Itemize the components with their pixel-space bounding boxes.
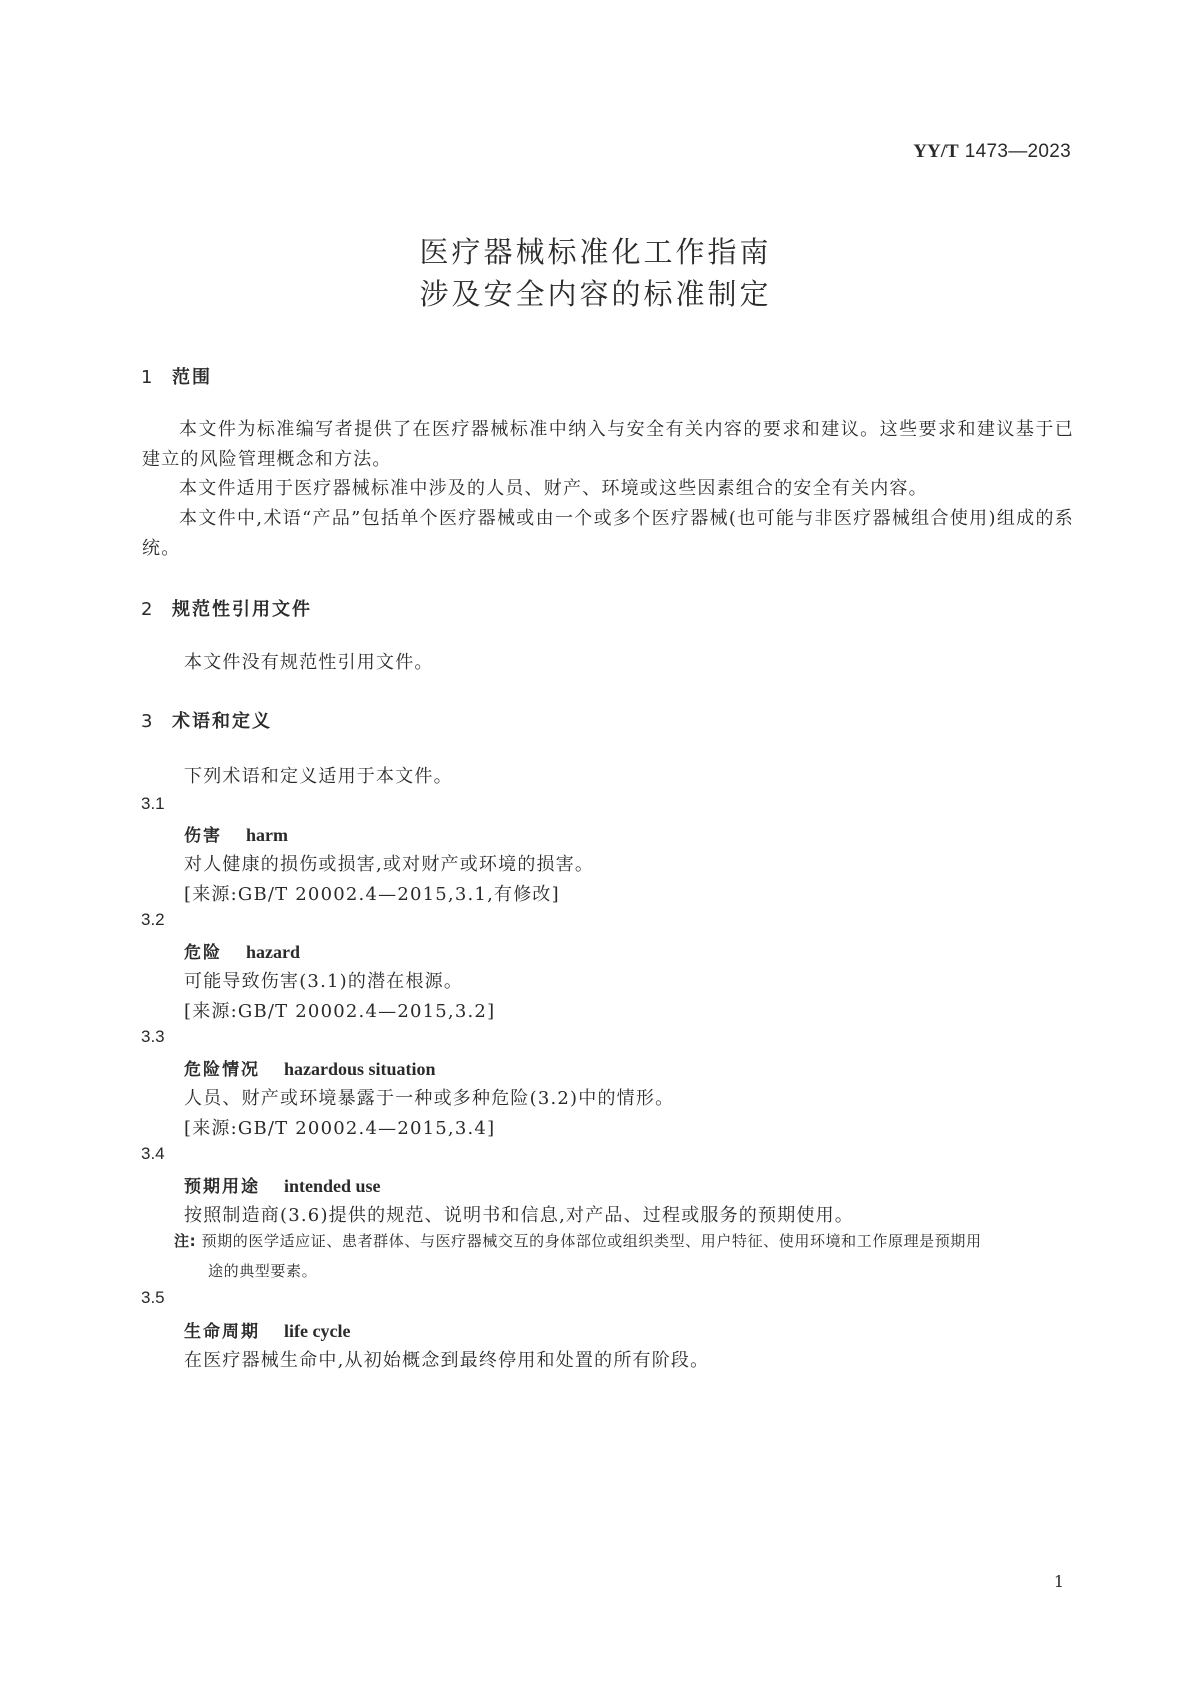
standard-number: 1473—2023 — [964, 141, 1071, 162]
section-title: 术语和定义 — [172, 711, 272, 732]
term-heading — [184, 821, 288, 846]
term-number: 3.1 — [141, 794, 165, 813]
term-en: life cycle — [284, 1321, 351, 1341]
section-number: 2 — [141, 599, 153, 620]
section-3-intro: 下列术语和定义适用于本文件。 — [184, 766, 453, 787]
section-3-heading — [141, 707, 272, 733]
term-heading — [184, 1172, 381, 1197]
term-zh: 伤害 — [184, 826, 222, 846]
section-2-paragraph-1: 本文件没有规范性引用文件。 — [184, 652, 434, 673]
term-en: hazardous situation — [284, 1059, 436, 1079]
term-number: 3.5 — [141, 1288, 165, 1307]
term-number: 3.4 — [141, 1144, 165, 1163]
page-number: 1 — [1053, 1572, 1064, 1591]
term-zh: 危险 — [184, 943, 222, 963]
term-zh: 预期用途 — [184, 1177, 260, 1197]
section-1-heading — [141, 363, 212, 389]
term-en: intended use — [284, 1176, 381, 1196]
term-number: 3.2 — [141, 910, 165, 929]
term-definition: 可能导致伤害(3.1)的潜在根源。 — [184, 971, 464, 992]
term-source: [来源:GB/T 20002.4—2015,3.1,有修改] — [184, 884, 560, 905]
term-heading — [184, 1317, 350, 1342]
term-source: [来源:GB/T 20002.4—2015,3.4] — [184, 1118, 496, 1139]
section-1-paragraph-3: 本文件中,术语“产品”包括单个医疗器械或由一个或多个医疗器械(也可能与非医疗器械组合使用)组成的系统。 — [142, 508, 1074, 559]
term-heading — [184, 938, 300, 963]
term-en: hazard — [246, 942, 300, 962]
term-definition: 人员、财产或环境暴露于一种或多种危险(3.2)中的情形。 — [184, 1088, 675, 1109]
section-number: 1 — [141, 367, 153, 388]
section-1-paragraph-1: 本文件为标准编写者提供了在医疗器械标准中纳入与安全有关内容的要求和建议。这些要求和建议基于已建立的风险管理概念和方法。 — [142, 419, 1074, 470]
section-title: 规范性引用文件 — [172, 599, 312, 620]
term-number: 3.3 — [141, 1027, 165, 1046]
note-line-2: 途的典型要素。 — [208, 1262, 318, 1280]
term-note — [174, 1226, 1074, 1286]
note-label: 注: — [174, 1232, 197, 1250]
term-zh: 生命周期 — [184, 1322, 260, 1342]
term-heading — [184, 1055, 436, 1080]
term-en: harm — [246, 825, 288, 845]
term-definition: 按照制造商(3.6)提供的规范、说明书和信息,对产品、过程或服务的预期使用。 — [184, 1205, 854, 1226]
document-title-line2: 涉及安全内容的标准制定 — [419, 277, 772, 311]
section-title: 范围 — [172, 367, 212, 388]
term-zh: 危险情况 — [184, 1060, 260, 1080]
term-source: [来源:GB/T 20002.4—2015,3.2] — [184, 1001, 496, 1022]
standard-code — [913, 140, 1071, 163]
section-1-paragraph-2: 本文件适用于医疗器械标准中涉及的人员、财产、环境或这些因素组合的安全有关内容。 — [179, 478, 928, 499]
section-2-heading — [141, 595, 312, 621]
note-line-1: 预期的医学适应证、患者群体、与医疗器械交互的身体部位或组织类型、用户特征、使用环境和工作原理是预期用 — [201, 1232, 982, 1250]
term-definition: 对人健康的损伤或损害,或对财产或环境的损害。 — [184, 854, 595, 875]
document-title-line1: 医疗器械标准化工作指南 — [419, 235, 772, 269]
term-definition: 在医疗器械生命中,从初始概念到最终停用和处置的所有阶段。 — [184, 1350, 710, 1371]
standard-prefix: YY/T — [913, 141, 959, 162]
section-number: 3 — [141, 711, 153, 732]
